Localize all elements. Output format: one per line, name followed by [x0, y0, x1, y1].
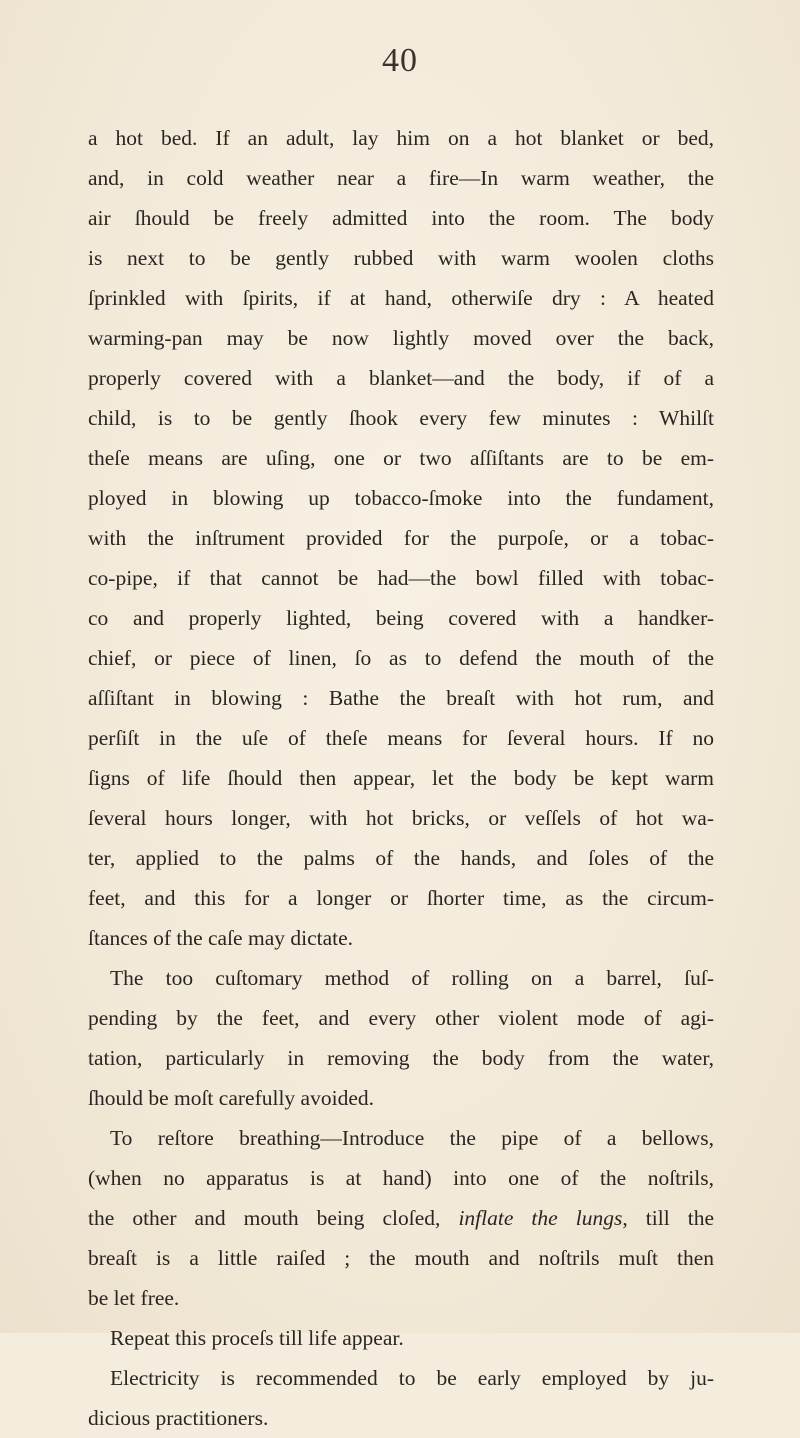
italic-phrase: inflate the lungs: [458, 1206, 623, 1230]
text-line: with the inſtrument provided for the purpoſe, or a tobac-: [88, 526, 714, 550]
text-line: ſigns of life ſhould then appear, let the body be kept warm: [88, 766, 714, 790]
text-line: dicious practitioners.: [88, 1406, 269, 1430]
paragraph: [88, 118, 714, 958]
text-line: properly covered with a blanket—and the body, if of a: [88, 366, 714, 390]
text-line: feet, and this for a longer or ſhorter time, as the circum-: [88, 886, 714, 910]
text-line: ſeveral hours longer, with hot bricks, or veſſels of hot wa-: [88, 806, 714, 830]
text-line: ſtances of the caſe may dictate.: [88, 926, 354, 950]
text-line: co-pipe, if that cannot be had—the bowl filled with tobac-: [88, 566, 714, 590]
text-line: and, in cold weather near a fire—In warm weather, the: [88, 166, 714, 190]
text-line: breaſt is a little raiſed ; the mouth and noſtrils muſt then: [88, 1246, 714, 1270]
text-line: theſe means are uſing, one or two aſſiſtants are to be em-: [88, 446, 714, 470]
text-line: pending by the feet, and every other violent mode of agi-: [88, 1006, 714, 1030]
paragraph: [88, 1358, 714, 1438]
text-line: warming-pan may be now lightly moved over the back,: [88, 326, 714, 350]
page-number: 40: [382, 42, 418, 79]
paragraph: [88, 1118, 714, 1318]
text-line: Electricity is recommended to be early employed by ju-: [110, 1366, 714, 1390]
paragraph: [88, 958, 714, 1118]
text-line: The too cuſtomary method of rolling on a barrel, ſuſ-: [110, 966, 714, 990]
body-text: [88, 118, 714, 1438]
text-line: ſhould be moſt carefully avoided.: [88, 1086, 374, 1110]
text-line: a hot bed. If an adult, lay him on a hot blanket or bed,: [88, 126, 714, 150]
text-line: (when no apparatus is at hand) into one of the noſtrils,: [88, 1166, 714, 1190]
text-line: To reſtore breathing—Introduce the pipe of a bellows,: [110, 1126, 714, 1150]
text-line: be let free.: [88, 1286, 180, 1310]
text-line: chief, or piece of linen, ſo as to defend the mouth of the: [88, 646, 714, 670]
text-line: Repeat this proceſs till life appear.: [110, 1326, 404, 1350]
text-line: is next to be gently rubbed with warm woolen cloths: [88, 246, 714, 270]
paragraph: [88, 1318, 714, 1358]
text-line: air ſhould be freely admitted into the room. The body: [88, 206, 714, 230]
text-line: ployed in blowing up tobacco-ſmoke into the fundament,: [88, 486, 714, 510]
text-line: tation, particularly in removing the body from the water,: [88, 1046, 714, 1070]
text-line: the other and mouth being cloſed, inflate the lungs, till the: [88, 1206, 714, 1230]
text-line: co and properly lighted, being covered with a handker-: [88, 606, 714, 630]
text-line: ſprinkled with ſpirits, if at hand, otherwiſe dry : A heated: [88, 286, 714, 310]
text-line: aſſiſtant in blowing : Bathe the breaſt with hot rum, and: [88, 686, 714, 710]
text-line: perſiſt in the uſe of theſe means for ſeveral hours. If no: [88, 726, 714, 750]
text-line: ter, applied to the palms of the hands, and ſoles of the: [88, 846, 714, 870]
text-line: child, is to be gently ſhook every few minutes : Whilſt: [88, 406, 714, 430]
